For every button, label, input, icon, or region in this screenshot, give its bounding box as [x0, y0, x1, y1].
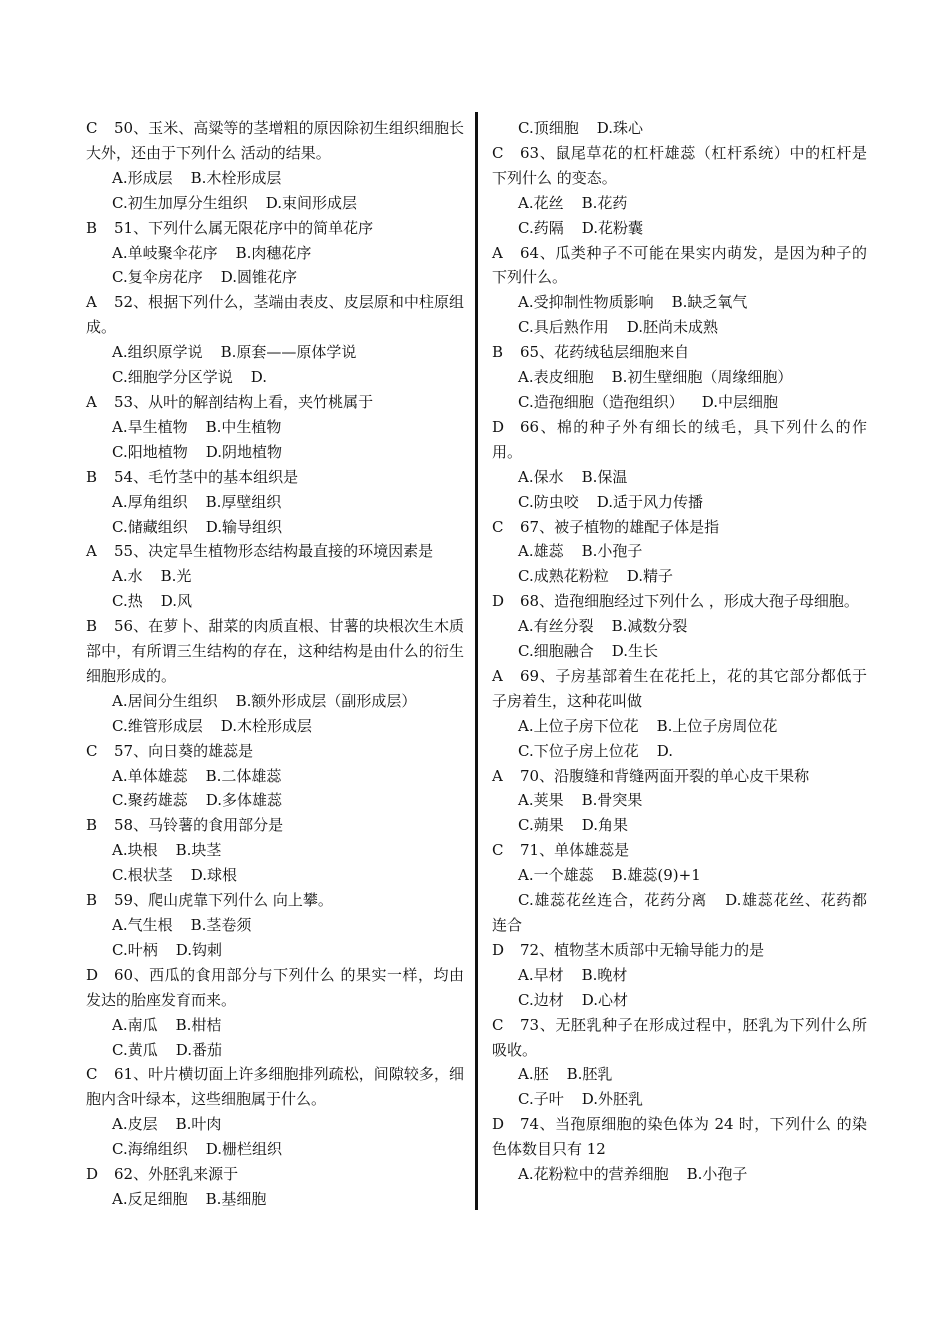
question-stem: 51、下列什么属无限花序中的简单花序 [114, 218, 374, 237]
option: D.中层细胞 [701, 392, 778, 411]
option-row [86, 191, 464, 216]
option-row [86, 913, 464, 938]
option-row [86, 564, 464, 589]
right-column [492, 116, 867, 1187]
option: B.减数分裂 [611, 617, 688, 636]
option-row [86, 863, 464, 888]
question-stem: 61、叶片横切面上许多细胞排列疏松，间隙较多，细胞内含叶绿本，这些细胞属于什么。 [86, 1065, 464, 1109]
question-text [492, 838, 867, 863]
option-row [86, 166, 464, 191]
option-row [492, 863, 867, 888]
option: B.茎卷须 [190, 916, 252, 934]
option: A.荚果 [518, 791, 564, 810]
option-row [86, 1187, 464, 1212]
option: C.根状茎 [112, 866, 173, 885]
option: D.木栓形成层 [220, 716, 312, 735]
answer-letter: A [492, 243, 503, 262]
option: B.块茎 [175, 841, 222, 860]
option-row [86, 241, 464, 266]
question-text [86, 614, 464, 689]
question-stem: 69、子房基部着生在花托上，花的其它部分都低于子房着生，这种花叫做 [492, 666, 867, 710]
question-stem: 64、瓜类种子不可能在果实内萌发，是因为种子的下列什么。 [492, 243, 867, 287]
option: A.南瓜 [112, 1015, 158, 1034]
option: C.复伞房花序 [112, 268, 203, 287]
option: A.一个雄蕊 [518, 866, 594, 885]
option: C.聚药雄蕊 [112, 791, 188, 810]
option-row [86, 440, 464, 465]
answer-letter: A [492, 766, 503, 785]
answer-letter: B [86, 617, 98, 636]
option: D. [250, 368, 267, 387]
question-text [492, 415, 867, 465]
question-stem: 52、根据下列什么，茎端由表皮、皮层原和中柱原组成。 [86, 293, 464, 337]
option: A.气生根 [112, 916, 173, 934]
option: C.储藏组织 [112, 517, 188, 536]
option-row [492, 365, 867, 390]
answer-letter: A [86, 542, 97, 561]
option: D.适于风力传播 [596, 492, 703, 511]
option: A.反足细胞 [112, 1189, 188, 1208]
question-stem: 58、马铃薯的食用部分是 [114, 816, 284, 835]
question-text [86, 963, 464, 1013]
question-stem: 53、从叶的解剖结构上看，夹竹桃属于 [114, 392, 374, 411]
question-text [86, 888, 464, 913]
answer-letter: C [86, 119, 98, 137]
option: A.块根 [112, 841, 158, 860]
question-stem: 62、外胚乳来源于 [114, 1165, 239, 1184]
answer-letter: C [492, 517, 504, 536]
option: B.骨突果 [581, 791, 643, 810]
option: A.上位子房下位花 [518, 716, 639, 735]
question-text [86, 1062, 464, 1112]
answer-letter: B [86, 891, 98, 910]
question-stem: 67、被子植物的雄配子体是指 [520, 517, 720, 536]
option-row [86, 1013, 464, 1038]
option-row [492, 1162, 867, 1187]
option-row [86, 1112, 464, 1137]
option: C.海绵组织 [112, 1140, 188, 1159]
question-text [492, 1013, 867, 1063]
question-text [86, 390, 464, 415]
option: D.外胚乳 [581, 1090, 643, 1109]
option-row [492, 490, 867, 515]
option: A.受抑制性物质影响 [518, 293, 654, 312]
option: A.表皮细胞 [518, 368, 594, 387]
answer-letter: B [86, 816, 98, 835]
option-row [492, 788, 867, 813]
option: A.皮层 [112, 1115, 158, 1134]
option: A.花粉粒中的营养细胞 [518, 1165, 669, 1184]
option: A.保水 [518, 467, 564, 486]
option: C.药隔 [518, 218, 564, 237]
option-row [86, 1137, 464, 1162]
option: B.小孢子 [581, 542, 643, 561]
option: D.阴地植物 [205, 442, 282, 461]
option: D.束间形成层 [265, 193, 357, 212]
option: B.胚乳 [566, 1065, 613, 1084]
option: B.额外形成层（副形成层） [235, 691, 417, 710]
option: D. [656, 741, 673, 760]
option: D.珠心 [596, 119, 643, 137]
option: D.番茄 [175, 1040, 222, 1059]
question-text [492, 241, 867, 291]
option: C.防虫咬 [518, 492, 579, 511]
question-stem: 74、当孢原细胞的染色体为 24 时，下列什么 的染色体数目只有 12 [492, 1115, 867, 1159]
option: B.初生壁细胞（周缘细胞） [611, 368, 793, 387]
question-text [492, 589, 867, 614]
option: D.栅栏组织 [205, 1140, 282, 1159]
option: C.初生加厚分生组织 [112, 193, 248, 212]
question-stem: 72、植物茎木质部中无输导能力的是 [520, 940, 765, 959]
question-stem: 50、玉米、高粱等的茎增粗的原因除初生组织细胞长大外，还由于下列什么 活动的结果。 [86, 119, 464, 162]
option: C.叶柄 [112, 940, 158, 959]
option: A.水 [112, 567, 143, 586]
question-text [492, 664, 867, 714]
option: A.单体雄蕊 [112, 766, 188, 785]
option: A.胚 [518, 1065, 549, 1084]
option-row [86, 415, 464, 440]
option-row [86, 714, 464, 739]
option-row [492, 116, 867, 141]
answer-letter: B [86, 467, 98, 486]
option: B.小孢子 [686, 1165, 748, 1184]
option: B.厚壁组织 [205, 492, 282, 511]
option: C.黄瓜 [112, 1040, 158, 1059]
option: C.雄蕊花丝连合，花药分离 [518, 891, 708, 910]
answer-letter: B [86, 218, 98, 237]
option: C.边材 [518, 990, 564, 1009]
option: B.二体雄蕊 [205, 766, 282, 785]
question-text [492, 141, 867, 191]
question-text [86, 290, 464, 340]
option-row [86, 938, 464, 963]
question-text [492, 340, 867, 365]
option: B.上位子房周位花 [656, 716, 778, 735]
option: A.居间分生组织 [112, 691, 218, 710]
question-stem: 60、西瓜的食用部分与下列什么 的果实一样，均由发达的胎座发育而来。 [86, 965, 464, 1009]
option: D.心材 [581, 990, 628, 1009]
option: B.基细胞 [205, 1189, 267, 1208]
option-row [86, 365, 464, 390]
option-row [86, 340, 464, 365]
option-row [492, 216, 867, 241]
option: D.输导组织 [205, 517, 282, 536]
option: D.球根 [190, 866, 237, 885]
option-row [492, 1087, 867, 1112]
option: D.多体雄蕊 [205, 791, 282, 810]
option: A.早材 [518, 965, 564, 984]
option: D.胚尚未成熟 [626, 318, 718, 337]
option: B.原套——原体学说 [220, 343, 357, 362]
question-text [86, 465, 464, 490]
option: A.厚角组织 [112, 492, 188, 511]
question-stem: 66、棉的种子外有细长的绒毛，具下列什么的作用。 [492, 417, 867, 461]
option: B.缺乏氧气 [671, 293, 748, 312]
option: B.保温 [581, 467, 628, 486]
option-row [492, 191, 867, 216]
answer-letter: C [86, 1065, 98, 1084]
option: C.具后熟作用 [518, 318, 609, 337]
option: D.圆锥花序 [220, 268, 297, 287]
option: A.花丝 [518, 193, 564, 212]
option: D.钩刺 [175, 940, 222, 959]
option-row [86, 589, 464, 614]
option-row [492, 1062, 867, 1087]
option: C.维管形成层 [112, 716, 203, 735]
option: C.下位子房上位花 [518, 741, 639, 760]
option: B.雄蕊(9)+1 [611, 866, 701, 885]
option-row [86, 1038, 464, 1063]
answer-letter: B [492, 343, 504, 362]
answer-letter: D [492, 940, 505, 959]
option: B.花药 [581, 193, 628, 212]
option-row [492, 714, 867, 739]
option: C.阳地植物 [112, 442, 188, 461]
option-row [492, 564, 867, 589]
option: D.角果 [581, 816, 628, 835]
question-stem: 73、无胚乳种子在形成过程中，胚乳为下列什么所吸收。 [492, 1015, 867, 1059]
answer-letter: C [492, 143, 504, 162]
option: A.雄蕊 [518, 542, 564, 561]
option: D.花粉囊 [581, 218, 643, 237]
column-divider [475, 112, 478, 1210]
answer-letter: A [86, 392, 97, 411]
answer-letter: D [86, 1165, 99, 1184]
option: C.细胞学分区学说 [112, 368, 233, 387]
option-row [492, 614, 867, 639]
option: B.木栓形成层 [190, 168, 282, 187]
question-text [86, 539, 464, 564]
question-text [86, 1162, 464, 1187]
option-row [492, 465, 867, 490]
answer-letter: D [492, 592, 505, 611]
question-stem: 56、在萝卜、甜菜的肉质直根、甘薯的块根次生木质部中，有所谓三生结构的存在，这种结构是由什么的衍生细胞形成的。 [86, 617, 464, 685]
option-row [492, 639, 867, 664]
option: A.组织原学说 [112, 343, 203, 362]
question-stem: 55、决定旱生植物形态结构最直接的环境因素是 [114, 542, 434, 561]
question-text [86, 739, 464, 764]
question-stem: 68、造孢细胞经过下列什么 ，形成大孢子母细胞。 [520, 592, 859, 611]
question-stem: 57、向日葵的雄蕊是 [114, 741, 254, 760]
option-row [492, 739, 867, 764]
option-row [86, 689, 464, 714]
option-row [86, 490, 464, 515]
option-row [492, 539, 867, 564]
option-row [86, 838, 464, 863]
answer-letter: C [86, 741, 98, 760]
answer-letter: D [492, 1115, 505, 1134]
option-row [86, 515, 464, 540]
question-text [492, 1112, 867, 1162]
question-stem: 70、沿腹缝和背缝两面开裂的单心皮干果称 [520, 766, 810, 785]
option-row [492, 290, 867, 315]
option: B.叶肉 [175, 1115, 222, 1134]
option: C.造孢细胞（造孢组织） [518, 392, 684, 411]
option-row [492, 963, 867, 988]
question-text [86, 116, 464, 166]
answer-letter: A [492, 666, 503, 685]
option-row [86, 764, 464, 789]
option-row [492, 813, 867, 838]
option: B.光 [160, 567, 192, 586]
option: C.蒴果 [518, 816, 564, 835]
option: B.晚材 [581, 965, 628, 984]
answer-letter: A [86, 293, 97, 312]
option: C.细胞融合 [518, 642, 594, 661]
option: C.子叶 [518, 1090, 564, 1109]
option: A.有丝分裂 [518, 617, 594, 636]
option-row [492, 315, 867, 340]
question-stem: 63、鼠尾草花的杠杆雄蕊（杠杆系统）中的杠杆是下列什么 的变态。 [492, 143, 867, 187]
left-column [86, 116, 464, 1212]
option: D.生长 [611, 642, 658, 661]
option-row [492, 390, 867, 415]
option: B.柑桔 [175, 1015, 222, 1034]
question-stem: 54、毛竹茎中的基本组织是 [114, 467, 299, 486]
question-text [86, 216, 464, 241]
option: D.风 [160, 592, 192, 611]
question-text [492, 938, 867, 963]
option-row [492, 988, 867, 1013]
question-text [492, 515, 867, 540]
option: A.形成层 [112, 168, 173, 187]
question-text [492, 764, 867, 789]
answer-letter: C [492, 841, 504, 860]
option: B.肉穗花序 [235, 243, 312, 262]
option: D.精子 [626, 567, 673, 586]
option: D.雄蕊花丝、花药都连合 [492, 891, 867, 934]
answer-letter: C [492, 1015, 504, 1034]
option: B.中生植物 [205, 417, 282, 436]
option-row [492, 888, 867, 938]
option: C.顶细胞 [518, 119, 579, 137]
question-stem: 59、爬山虎靠下列什么 向上攀。 [114, 891, 333, 910]
question-stem: 71、单体雄蕊是 [520, 841, 630, 860]
option: C.热 [112, 592, 143, 611]
answer-letter: D [492, 417, 505, 436]
question-stem: 65、花药绒毡层细胞来自 [520, 343, 690, 362]
option-row [86, 788, 464, 813]
question-text [86, 813, 464, 838]
option: A.旱生植物 [112, 417, 188, 436]
option-row [86, 265, 464, 290]
answer-letter: D [86, 965, 99, 984]
option: C.成熟花粉粒 [518, 567, 609, 586]
option: A.单岐聚伞花序 [112, 243, 218, 262]
